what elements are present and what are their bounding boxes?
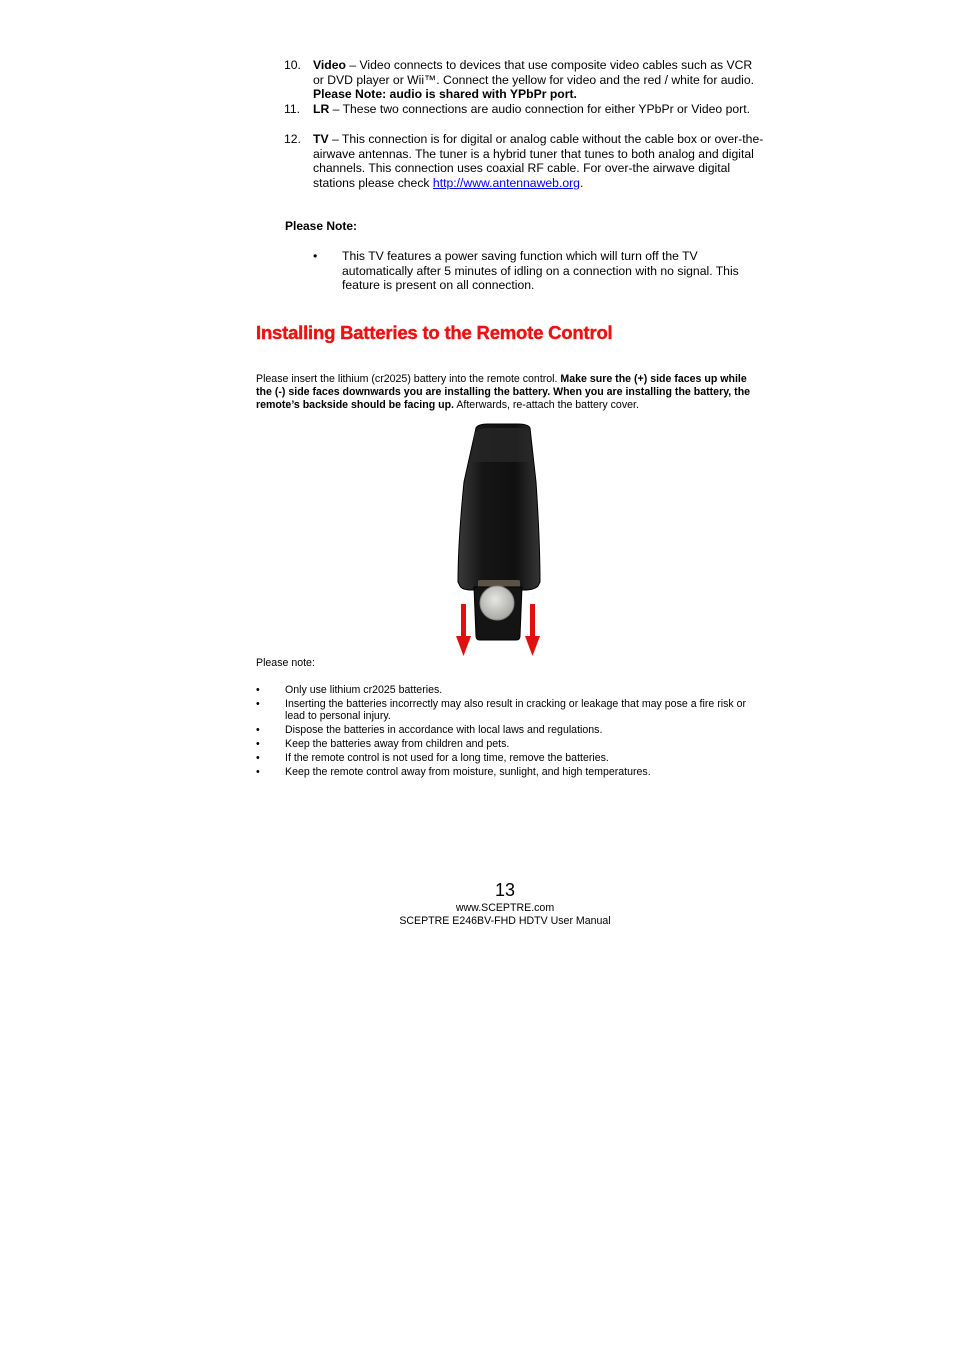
item-number: 12.: [284, 132, 301, 146]
item-number: 11.: [284, 102, 301, 116]
bullet-icon: •: [256, 752, 260, 765]
please-note-heading: Please Note:: [285, 219, 358, 233]
battery-notes-heading: Please note:: [256, 657, 315, 669]
connection-item-lr: [284, 102, 764, 117]
section-title: Installing Batteries to the Remote Control: [256, 322, 613, 343]
item-body: [313, 132, 764, 191]
item-body: [313, 102, 764, 117]
item-bold-note: Please Note: audio is shared with YPbPr port.: [313, 87, 577, 102]
intro-bold-instruction: Make sure the (+) side faces up while the (-) side faces downwards you are installing the battery. When you are installing the battery, the remote’s backside should be facing up.: [256, 373, 751, 412]
remote-control-battery-illustration: [444, 422, 554, 660]
intro-plain-end: Afterwards, re-attach the battery cover.: [454, 399, 639, 412]
item-term: TV: [313, 132, 329, 146]
bullet-icon: •: [256, 766, 260, 779]
list-item-text: Dispose the batteries in accordance with local laws and regulations.: [285, 724, 603, 737]
battery-instructions-paragraph: [256, 373, 761, 412]
item-body: [313, 58, 764, 102]
power-saving-note-text: This TV features a power saving function which will turn off the TV automatically after 5 minutes of idling on a connection with no signal. This feature is present on all connection.: [342, 249, 739, 293]
list-item: [256, 752, 756, 764]
list-item: [256, 724, 756, 736]
list-item-text: Keep the batteries away from children and pets.: [285, 738, 510, 751]
list-item-text: Inserting the batteries incorrectly may also result in cracking or leakage that may pose a fire risk or lead to personal injury.: [285, 698, 747, 723]
list-item-text: If the remote control is not used for a long time, remove the batteries.: [285, 752, 609, 765]
power-saving-note: [313, 249, 753, 293]
footer-manual-title: SCEPTRE E246BV-FHD HDTV User Manual: [399, 915, 611, 927]
bullet-icon: •: [256, 724, 260, 737]
list-item: [256, 698, 756, 723]
list-item-text: Keep the remote control away from moisture, sunlight, and high temperatures.: [285, 766, 651, 779]
bullet-icon: •: [313, 249, 318, 263]
antennaweb-link[interactable]: http://www.antennaweb.org: [432, 176, 580, 191]
bullet-icon: •: [256, 684, 260, 696]
list-item: [256, 738, 756, 750]
list-item: [256, 684, 756, 696]
item-term: Video: [313, 58, 346, 72]
list-item-text: Only use lithium cr2025 batteries.: [285, 684, 443, 696]
remote-control-icon: [444, 422, 554, 660]
item-term: LR: [313, 102, 330, 116]
connection-item-tv: [284, 132, 764, 191]
battery-notes-list: [256, 684, 756, 780]
footer-website: www.SCEPTRE.com: [455, 902, 555, 914]
item-text: – These two connections are audio connection for either YPbPr or Video port.: [329, 102, 750, 116]
connection-item-video: [284, 58, 764, 102]
item-text: – Video connects to devices that use composite video cables such as VCR or DVD player or Wii™. Connect the yellow for video and the red / white for audio.: [313, 58, 754, 87]
item-text: – This connection is for digital or analog cable without the cable box or over-the-airwave antennas. The tuner is a hybrid tuner that tunes to both analog and digital channels. This connection uses coaxial RF cable. For over-the airwave digital stations please check: [313, 132, 764, 191]
list-item: [256, 766, 756, 778]
bullet-icon: •: [256, 698, 260, 710]
intro-plain-start: Please insert the lithium (cr2025) battery into the remote control.: [256, 373, 561, 385]
bullet-icon: •: [256, 738, 260, 751]
page-number: 13: [494, 880, 516, 900]
item-number: 10.: [284, 58, 301, 72]
item-after-link: .: [579, 176, 584, 191]
